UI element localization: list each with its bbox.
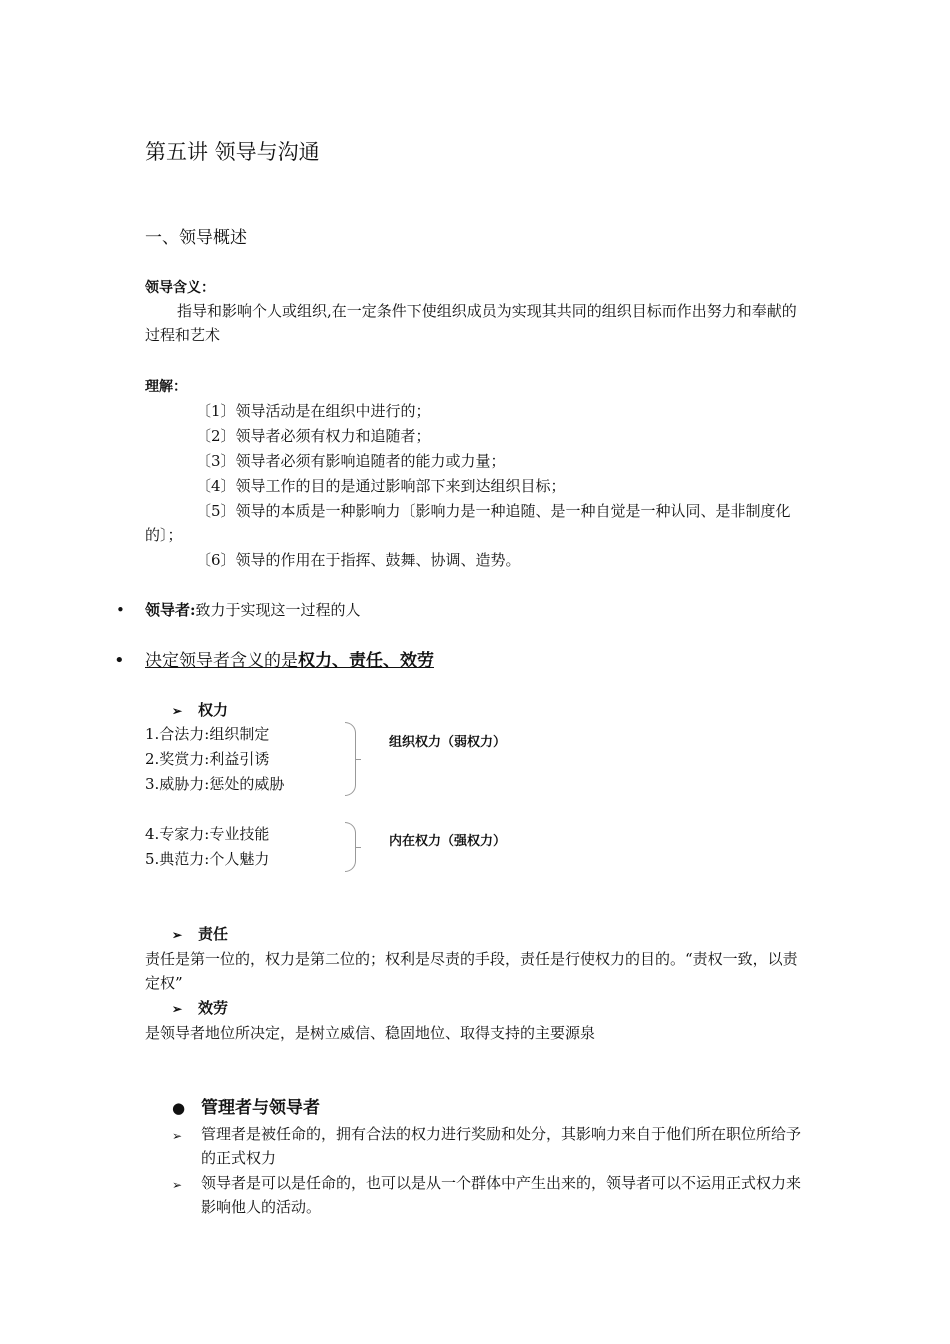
manager-bullet: ● [172,1099,186,1117]
leader-text: 致力于实现这一过程的人 [195,601,361,619]
power-item: 3.威胁力:惩处的威胁 [145,775,285,793]
leader-label: 领导者: [145,601,196,619]
arrow-icon: ➢ [172,704,183,718]
determine-bullet: • [114,650,125,671]
power-heading-line [172,698,228,723]
understanding-item: 〔6〕领导的作用在于指挥、鼓舞、协调、造势。 [196,551,521,569]
responsibility-heading: 责任 [198,925,229,943]
arrow-icon: ➢ [172,1129,183,1143]
page-title: 第五讲 领导与沟通 [145,140,320,164]
understanding-item: 〔3〕领导者必须有影响追随者的能力或力量； [196,452,506,470]
arrow-icon: ➢ [172,928,183,942]
responsibility-heading-line [172,922,228,947]
understanding-item: 〔1〕领导活动是在组织中进行的； [196,402,431,420]
power-item: 2.奖赏力:利益引诱 [145,750,270,768]
service-text: 是领导者地位所决定，是树立威信、稳固地位、取得支持的主要源泉 [145,1024,596,1042]
manager-item: 领导者是可以是任命的，也可以是从一个群体中产生出来的，领导者可以不运用正式权力来影响他人的活动。 [201,1174,802,1216]
understanding-item: 〔2〕领导者必须有权力和追随者； [196,427,431,445]
section-heading: 一、领导概述 [145,228,247,248]
arrow-icon: ➢ [172,1178,183,1192]
arrow-icon: ➢ [172,1002,183,1016]
power-item: 4.专家力:专业技能 [145,825,270,843]
power-group1-label: 组织权力（弱权力） [389,735,507,750]
determine-prefix: 决定领导者含义的是 [145,651,298,671]
power-item: 1.合法力:组织制定 [145,725,270,743]
power-group2-label: 内在权力（强权力） [389,834,507,849]
understanding-item: 〔5〕领导的本质是一种影响力〔影响力是一种追随、是一种自觉是一种认同、是非制度化的〕； [145,502,791,544]
determine-bold: 权力、责任、效劳 [298,651,434,671]
manager-item: 管理者是被任命的，拥有合法的权力进行奖励和处分，其影响力来自于他们所在职位所给予的正式权力 [201,1125,802,1167]
power-item: 5.典范力:个人魅力 [145,850,270,868]
responsibility-text: 责任是第一位的，权力是第二位的；权利是尽责的手段，责任是行使权力的目的。“责权一致，以责定权” [145,950,798,992]
understanding-label: 理解： [145,379,187,395]
manager-heading: 管理者与领导者 [201,1098,320,1118]
leader-line [145,598,361,622]
power-heading: 权力 [198,701,229,719]
service-heading: 效劳 [198,999,229,1017]
definition-label: 领导含义： [145,280,215,296]
service-heading-line [172,996,228,1021]
understanding-item: 〔4〕领导工作的目的是通过影响部下来到达组织目标； [196,477,566,495]
brace-group2 [345,822,356,872]
brace-group1 [345,722,356,796]
definition-text: 指导和影响个人或组织,在一定条件下使组织成员为实现其共同的组织目标而作出努力和奉献的过程和艺术 [145,302,797,344]
leader-bullet: • [116,601,125,619]
determine-line [145,648,434,674]
